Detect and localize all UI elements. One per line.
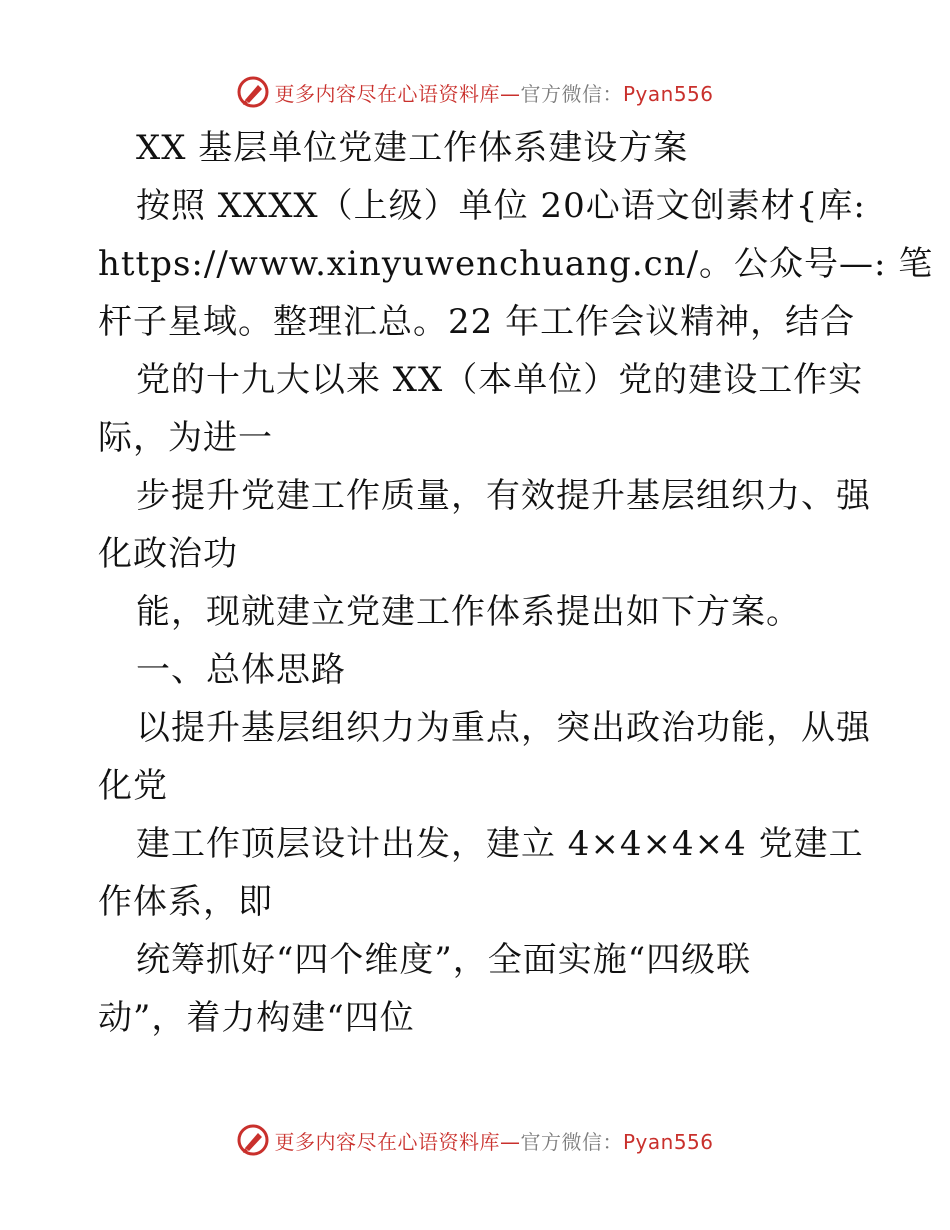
watermark-id: Pyan556 <box>622 1129 714 1154</box>
paragraph-line: 动”，着力构建“四位 <box>98 998 415 1038</box>
paragraph-line: 化政治功 <box>98 534 238 574</box>
paragraph-line: 作体系，即 <box>98 882 273 922</box>
document-title: XX 基层单位党建工作体系建设方案 <box>136 128 689 168</box>
watermark-text <box>274 1126 713 1155</box>
paragraph-line: 步提升党建工作质量，有效提升基层组织力、强 <box>136 476 871 516</box>
paragraph-line: https://www.xinyuwenchuang.cn/。公众号—: 笔 <box>98 244 934 284</box>
watermark-dash: — <box>499 1129 521 1154</box>
paragraph-line: 化党 <box>98 766 168 806</box>
watermark-footer <box>0 1118 950 1162</box>
section-heading: 一、总体思路 <box>136 650 346 690</box>
watermark-main: 更多内容尽在心语资料库 <box>274 81 500 106</box>
paragraph-line: 能，现就建立党建工作体系提出如下方案。 <box>136 592 801 632</box>
paragraph-line: 统筹抓好“四个维度”，全面实施“四级联 <box>136 940 752 980</box>
watermark-id: Pyan556 <box>622 81 714 106</box>
watermark-suffix: 官方微信： <box>520 1129 623 1154</box>
watermark-main: 更多内容尽在心语资料库 <box>274 1129 500 1154</box>
paragraph-line: 建工作顶层设计出发，建立 4×4×4×4 党建工 <box>136 824 864 864</box>
paragraph-line: 杆子星域。整理汇总。22 年工作会议精神，结合 <box>98 302 856 342</box>
watermark-dash: — <box>499 81 521 106</box>
paragraph-line: 际，为进一 <box>98 418 273 458</box>
watermark-suffix: 官方微信： <box>520 81 623 106</box>
paragraph-line: 按照 XXXX（上级）单位 20心语文创素材{库: <box>136 186 866 226</box>
paragraph-line: 党的十九大以来 XX（本单位）党的建设工作实 <box>136 360 864 400</box>
paragraph-line: 以提升基层组织力为重点，突出政治功能，从强 <box>136 708 871 748</box>
pen-logo-icon <box>236 1123 270 1157</box>
